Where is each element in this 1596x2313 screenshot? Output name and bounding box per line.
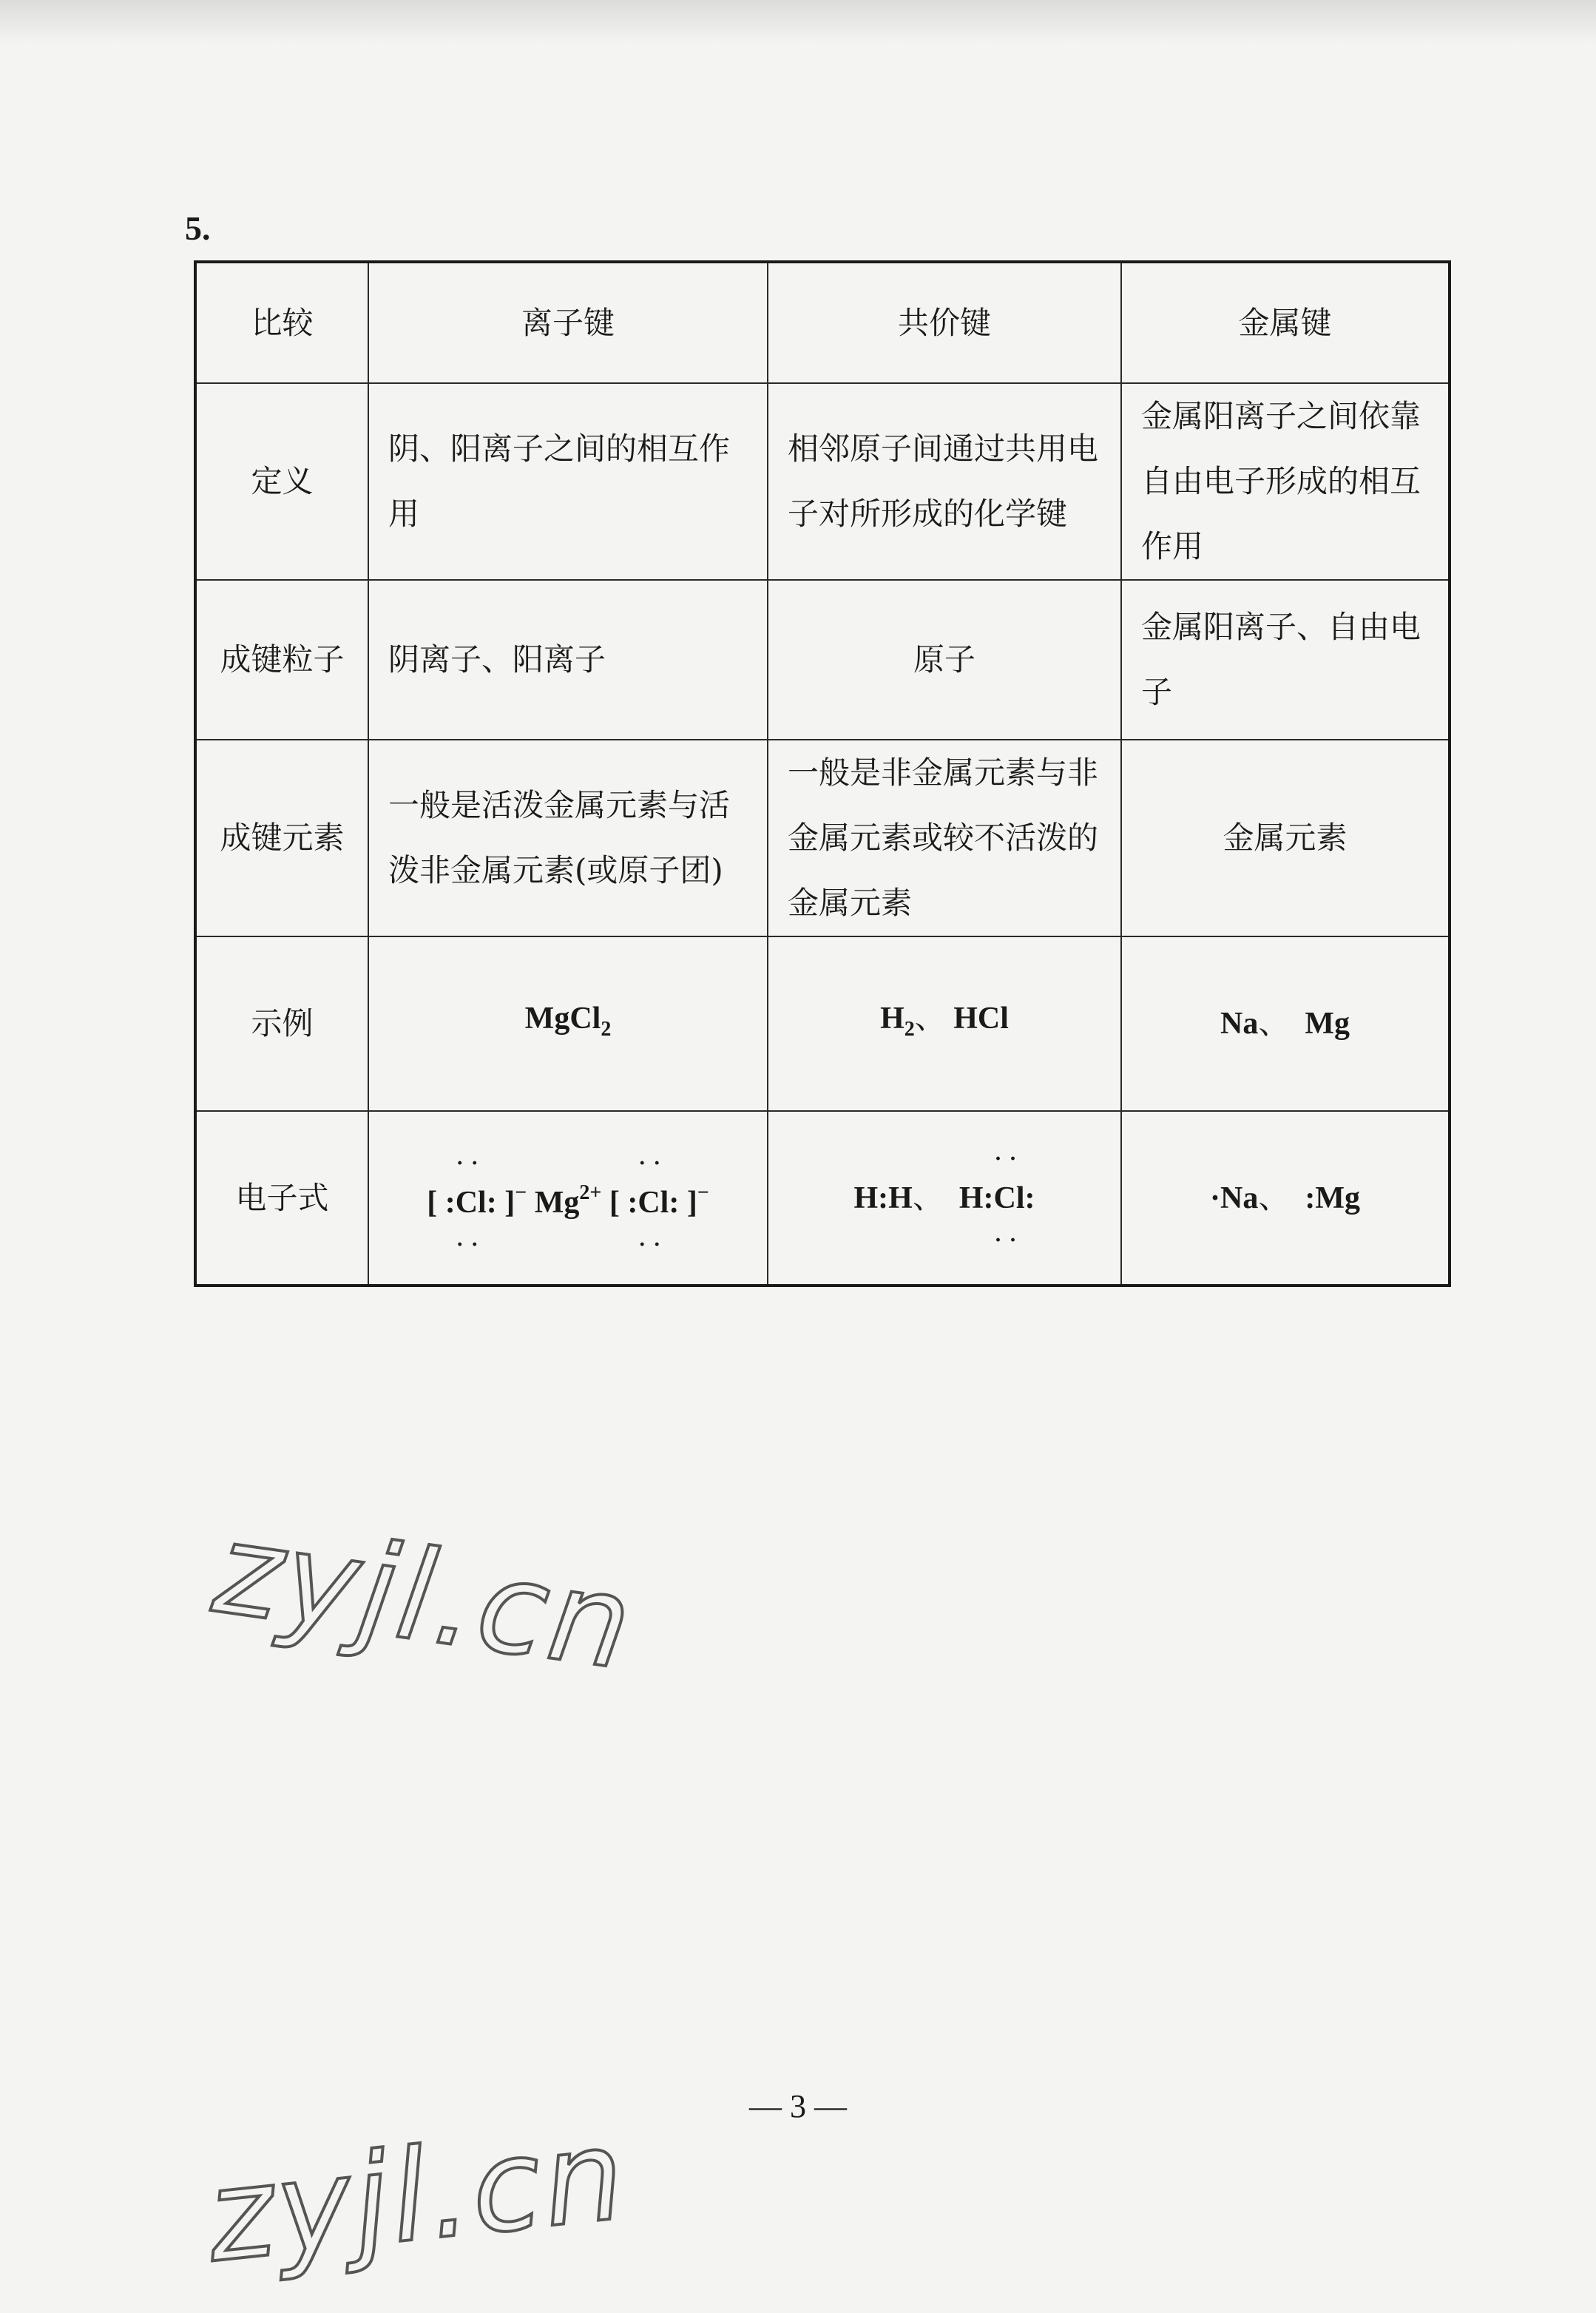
row-label-examples: 示例 xyxy=(195,936,368,1111)
h2-subscript: 2 xyxy=(904,1017,915,1041)
header-ionic-bond: 离子键 xyxy=(368,262,768,383)
row-label-definition: 定义 xyxy=(195,383,368,580)
scan-top-shade xyxy=(0,0,1596,44)
header-compare: 比较 xyxy=(195,262,368,383)
bracket-open: [ xyxy=(427,1186,438,1220)
row-label-particles: 成键粒子 xyxy=(195,580,368,740)
row-label-elements: 成键元素 xyxy=(195,740,368,936)
cl-atom-right: ·· Cl ·· xyxy=(638,1151,669,1257)
metallic-definition: 金属阳离子之间依靠自由电子形成的相互作用 xyxy=(1121,383,1450,580)
covalent-elements: 一般是非金属元素与非金属元素或较不活泼的金属元素 xyxy=(768,740,1121,936)
ionic-elements: 一般是活泼金属元素与活泼非金属元素(或原子团) xyxy=(368,740,768,936)
mg-formula: Mg xyxy=(1305,1007,1350,1041)
table-row-examples xyxy=(195,936,1450,1111)
metallic-electron-formula: ·Na、 :Mg xyxy=(1121,1111,1450,1286)
cl-atom-hcl: ·· Cl ·· xyxy=(993,1146,1025,1252)
watermark-bottom: zyjl.cn xyxy=(200,2101,634,2292)
header-metallic-bond: 金属键 xyxy=(1121,262,1450,383)
mg-ion: Mg xyxy=(534,1186,580,1220)
table-row-particles xyxy=(195,580,1450,740)
table-row-electron-formula xyxy=(195,1111,1450,1286)
covalent-example-separator: 、 xyxy=(914,1001,946,1036)
na-formula: Na xyxy=(1220,1007,1259,1041)
covalent-definition: 相邻原子间通过共用电子对所形成的化学键 xyxy=(768,383,1121,580)
ionic-definition: 阴、阳离子之间的相互作用 xyxy=(368,383,768,580)
ionic-particles: 阴离子、阳离子 xyxy=(368,580,768,740)
covalent-particles: 原子 xyxy=(768,580,1121,740)
mgcl-formula: MgCl xyxy=(524,1001,601,1036)
covalent-example xyxy=(768,936,1121,1111)
question-number: 5. xyxy=(185,209,211,247)
table-header-row xyxy=(195,262,1450,383)
header-covalent-bond: 共价键 xyxy=(768,262,1121,383)
mgcl-subscript: 2 xyxy=(601,1017,612,1041)
h2-formula: H xyxy=(880,1001,904,1036)
metallic-example-separator: 、 xyxy=(1258,1007,1290,1041)
row-label-electron-formula: 电子式 xyxy=(195,1111,368,1286)
ionic-electron-formula: [ : ·· Cl ·· : ]− $Mg^{2+}$ [ : ·· Cl ·· : ]− xyxy=(368,1111,768,1286)
mg-charge: 2+ xyxy=(579,1181,602,1204)
covalent-electron-formula: H:H、 H: ·· Cl ·· : xyxy=(768,1111,1121,1286)
metallic-particles: 金属阳离子、自由电子 xyxy=(1121,580,1450,740)
cl-atom-left: ·· Cl ·· xyxy=(455,1151,487,1257)
hcl-formula: HCl xyxy=(953,1001,1009,1036)
ionic-example xyxy=(368,936,768,1111)
bracket-close: ] xyxy=(504,1186,515,1220)
chemical-bond-comparison-table xyxy=(194,260,1451,1287)
watermark-top: zyjl.cn xyxy=(206,1495,643,1699)
table-row-elements xyxy=(195,740,1450,936)
metallic-elements: 金属元素 xyxy=(1121,740,1450,936)
page-number: — 3 — xyxy=(749,2088,847,2124)
table-row-definition xyxy=(195,383,1450,580)
metallic-example xyxy=(1121,936,1450,1111)
